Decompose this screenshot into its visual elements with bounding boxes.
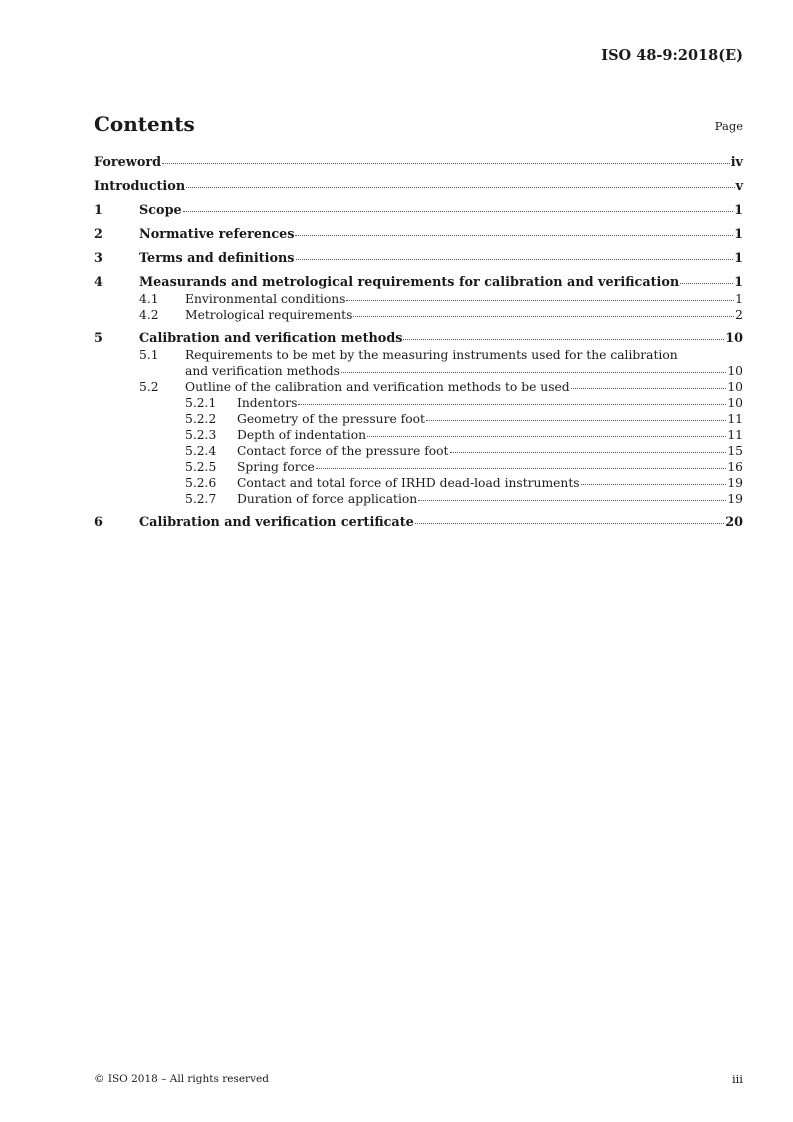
- leader-dots: [581, 484, 727, 485]
- leader-dots: [415, 523, 724, 524]
- toc-entry-page: v: [735, 179, 743, 194]
- table-of-contents: [94, 155, 743, 531]
- toc-entry-page: 1: [734, 203, 743, 218]
- footer-page-number: iii: [731, 1072, 743, 1086]
- toc-entry-certificate[interactable]: [94, 515, 743, 531]
- toc-entry-label: Calibration and verification methods: [139, 331, 403, 346]
- toc-entry-irhd-dead-load[interactable]: [94, 475, 743, 491]
- toc-entry-number: 5.1: [139, 348, 159, 362]
- toc-entry-label: Terms and definitions: [139, 251, 295, 266]
- toc-entry-number: 4.1: [139, 292, 159, 306]
- leader-dots: [353, 316, 734, 317]
- toc-entry-number: 5.2.7: [185, 492, 217, 506]
- toc-entry-label: Foreword: [94, 155, 162, 170]
- document-code: ISO 48-9:2018(E): [601, 47, 743, 64]
- leader-dots: [680, 283, 733, 284]
- toc-entry-page: 11: [727, 428, 743, 442]
- toc-entry-label: Contact force of the pressure foot: [237, 444, 449, 458]
- leader-dots: [426, 420, 726, 421]
- toc-entry-number: 5.2.2: [185, 412, 217, 426]
- toc-entry-label: Contact and total force of IRHD dead-load instruments: [237, 476, 580, 490]
- toc-entry-calibration-methods[interactable]: [94, 331, 743, 347]
- toc-entry-metrological-requirements[interactable]: [94, 307, 743, 323]
- toc-entry-page: 1: [734, 227, 743, 242]
- toc-entry-label: Outline of the calibration and verification methods to be used: [185, 380, 570, 394]
- toc-entry-depth-of-indentation[interactable]: [94, 427, 743, 443]
- leader-dots: [367, 436, 726, 437]
- toc-entry-page: 2: [735, 308, 743, 322]
- toc-entry-foreword[interactable]: [94, 155, 743, 171]
- leader-dots: [295, 235, 733, 236]
- toc-entry-number: 1: [94, 203, 103, 218]
- toc-entry-measuring-instruments[interactable]: [94, 347, 743, 379]
- leader-dots: [571, 388, 727, 389]
- toc-entry-number: 4.2: [139, 308, 159, 322]
- toc-entry-number: 3: [94, 251, 103, 266]
- toc-entry-page: 10: [725, 331, 743, 346]
- toc-entry-label: Indentors: [237, 396, 298, 410]
- toc-entry-label: Geometry of the pressure foot: [237, 412, 425, 426]
- toc-entry-number: 6: [94, 515, 103, 530]
- toc-entry-indentors[interactable]: [94, 395, 743, 411]
- leader-dots: [183, 211, 733, 212]
- toc-entry-number: 5.2: [139, 380, 159, 394]
- toc-entry-page: 19: [727, 476, 743, 490]
- toc-entry-page: 15: [727, 444, 743, 458]
- toc-entry-label: Spring force: [237, 460, 315, 474]
- toc-entry-spring-force[interactable]: [94, 459, 743, 475]
- toc-entry-number: 5: [94, 331, 103, 346]
- toc-entry-label: Scope: [139, 203, 182, 218]
- leader-dots: [341, 372, 726, 373]
- toc-entry-label: Duration of force application: [237, 492, 418, 506]
- toc-entry-page: 1: [735, 292, 743, 306]
- toc-entry-first-line: [94, 347, 743, 363]
- toc-entry-contact-force[interactable]: [94, 443, 743, 459]
- leader-dots: [296, 259, 734, 260]
- toc-entry-page: 11: [727, 412, 743, 426]
- toc-entry-page: 10: [727, 364, 743, 378]
- toc-entry-page: 16: [727, 460, 743, 474]
- footer-copyright: © ISO 2018 – All rights reserved: [94, 1073, 269, 1085]
- toc-entry-page: 1: [734, 275, 743, 290]
- toc-entry-label: Metrological requirements: [185, 308, 353, 322]
- toc-entry-label: Depth of indentation: [237, 428, 367, 442]
- toc-entry-page: 1: [734, 251, 743, 266]
- leader-dots: [418, 500, 726, 501]
- page-title: Contents: [94, 112, 195, 136]
- toc-entry-label-continued: and verification methods: [185, 364, 340, 378]
- toc-entry-number: 5.2.5: [185, 460, 217, 474]
- leader-dots: [298, 404, 726, 405]
- toc-entry-terms-and-definitions[interactable]: [94, 251, 743, 267]
- toc-entry-number: 5.2.6: [185, 476, 217, 490]
- leader-dots: [186, 187, 734, 188]
- toc-entry-normative-references[interactable]: [94, 227, 743, 243]
- toc-entry-label: Environmental conditions: [185, 292, 346, 306]
- toc-entry-label: Normative references: [139, 227, 295, 242]
- toc-entry-number: 5.2.1: [185, 396, 217, 410]
- toc-entry-number: 4: [94, 275, 103, 290]
- toc-entry-scope[interactable]: [94, 203, 743, 219]
- toc-entry-duration-of-force[interactable]: [94, 491, 743, 507]
- toc-entry-continuation: [94, 363, 743, 379]
- toc-entry-page: iv: [730, 155, 743, 170]
- toc-entry-geometry-pressure-foot[interactable]: [94, 411, 743, 427]
- toc-entry-page: 20: [725, 515, 743, 530]
- toc-entry-outline-of-methods[interactable]: [94, 379, 743, 395]
- toc-entry-number: 2: [94, 227, 103, 242]
- toc-entry-page: 19: [727, 492, 743, 506]
- toc-entry-page: 10: [727, 396, 743, 410]
- leader-dots: [346, 300, 734, 301]
- leader-dots: [162, 163, 730, 164]
- toc-entry-page: 10: [727, 380, 743, 394]
- toc-entry-number: 5.2.3: [185, 428, 217, 442]
- toc-entry-measurands[interactable]: [94, 275, 743, 291]
- toc-entry-introduction[interactable]: [94, 179, 743, 195]
- toc-entry-label: Requirements to be met by the measuring instruments used for the calibration: [185, 348, 678, 362]
- toc-entry-environmental-conditions[interactable]: [94, 291, 743, 307]
- leader-dots: [403, 339, 724, 340]
- page-column-label: Page: [714, 119, 743, 133]
- toc-entry-label: Calibration and verification certificate: [139, 515, 414, 530]
- toc-entry-label: Measurands and metrological requirements for calibration and verification: [139, 275, 680, 290]
- leader-dots: [316, 468, 727, 469]
- toc-entry-number: 5.2.4: [185, 444, 217, 458]
- toc-entry-label: Introduction: [94, 179, 186, 194]
- leader-dots: [450, 452, 727, 453]
